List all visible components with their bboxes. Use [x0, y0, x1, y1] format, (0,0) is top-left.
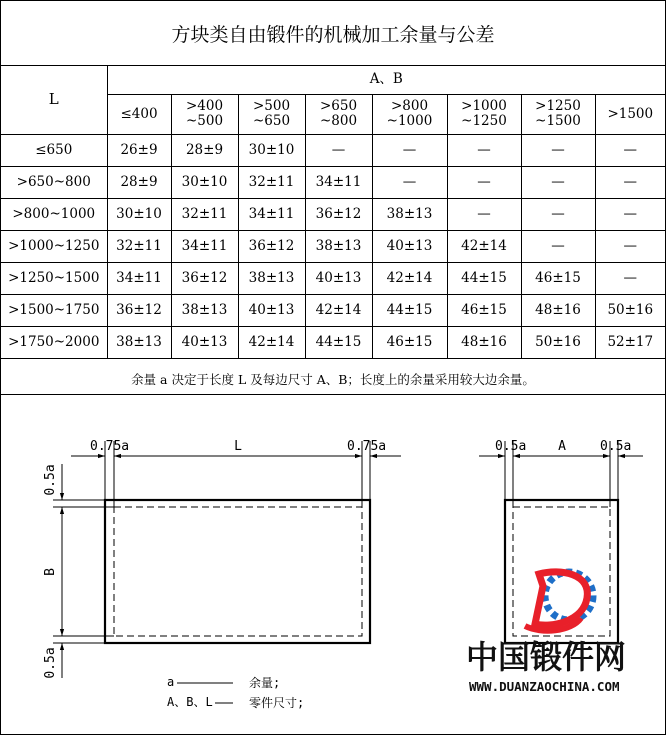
- table-cell: 36±12: [107, 294, 171, 326]
- table-cell: 30±10: [238, 134, 305, 166]
- row-label: >1000~1250: [1, 230, 107, 262]
- legend-symbol: a: [167, 675, 175, 689]
- row-label: >800~1000: [1, 198, 107, 230]
- table-cell: 44±15: [305, 326, 372, 358]
- table-cell: 40±13: [171, 326, 238, 358]
- col-header-line1: >1000: [461, 98, 507, 114]
- watermark-text: 中国锻件网: [466, 638, 627, 676]
- table-cell: 32±11: [238, 166, 305, 198]
- col-header-line1: >800: [390, 98, 429, 114]
- table-cell: —: [447, 198, 521, 230]
- table-cell: 34±11: [305, 166, 372, 198]
- document-title: 方块类自由锻件的机械加工余量与公差: [1, 1, 665, 66]
- table-cell: 30±10: [171, 166, 238, 198]
- col-header-line1: >1250: [535, 98, 581, 114]
- table-cell: 46±15: [521, 262, 595, 294]
- table-cell: 30±10: [107, 198, 171, 230]
- dim-side-bottom: 0.5a: [43, 647, 58, 679]
- table-cell: 42±14: [238, 326, 305, 358]
- table-row: [1, 166, 665, 198]
- row-label: >1750~2000: [1, 326, 107, 358]
- table-cell: 40±13: [372, 230, 447, 262]
- table-cell: 34±11: [107, 262, 171, 294]
- legend-desc: 零件尺寸;: [249, 696, 305, 710]
- col-header-line2: ~1000: [386, 113, 433, 129]
- dim-side-left: 0.5a: [495, 439, 527, 454]
- table-row: [1, 294, 665, 326]
- col-header: [238, 94, 305, 134]
- col-header: [447, 94, 521, 134]
- table-cell: —: [595, 230, 665, 262]
- col-header-line1: ≤400: [120, 105, 158, 122]
- dim-end-right: 0.75a: [347, 439, 387, 454]
- table-cell: 38±13: [372, 198, 447, 230]
- table-cell: 36±12: [171, 262, 238, 294]
- table-cell: —: [521, 198, 595, 230]
- legend-symbol: A、B、L: [167, 695, 213, 709]
- table-cell: —: [595, 198, 665, 230]
- table-cell: 28±9: [171, 134, 238, 166]
- table-cell: 34±11: [171, 230, 238, 262]
- col-header-line1: >400: [185, 98, 224, 114]
- legend: [167, 675, 304, 710]
- col-header: [372, 94, 447, 134]
- row-label: ≤650: [1, 134, 107, 166]
- table-cell: 44±15: [447, 262, 521, 294]
- col-header-line2: ~500: [185, 113, 224, 129]
- table-cell: 40±13: [238, 294, 305, 326]
- table-cell: 38±13: [305, 230, 372, 262]
- table-cell: —: [372, 166, 447, 198]
- legend-desc: 余量;: [249, 676, 281, 690]
- col-header: [521, 94, 595, 134]
- part-outline: [114, 507, 362, 636]
- dim-height: B: [43, 568, 58, 576]
- col-header-line2: ~650: [252, 113, 291, 129]
- table-cell: 42±14: [372, 262, 447, 294]
- col-header-line2: ~800: [319, 113, 358, 129]
- table-cell: 38±13: [171, 294, 238, 326]
- row-label: >1250~1500: [1, 262, 107, 294]
- table-cell: 42±14: [447, 230, 521, 262]
- dim-length: L: [234, 439, 242, 454]
- col-header: [305, 94, 372, 134]
- table-row: [1, 134, 665, 166]
- watermark-logo: [525, 572, 593, 631]
- table-cell: 28±9: [107, 166, 171, 198]
- table-note: 余量 a 决定于长度 L 及每边尺寸 A、B；长度上的余量采用较大边余量。: [1, 363, 665, 395]
- table-cell: 36±12: [238, 230, 305, 262]
- col-header: [107, 94, 171, 134]
- table-cell: 38±13: [107, 326, 171, 358]
- col-header-line2: ~1500: [535, 113, 581, 129]
- table-cell: 48±16: [447, 326, 521, 358]
- table-cell: 36±12: [305, 198, 372, 230]
- table-cell: 34±11: [238, 198, 305, 230]
- dim-width: A: [558, 439, 566, 454]
- table-cell: 48±16: [521, 294, 595, 326]
- allowance-drawing: [1, 396, 665, 734]
- watermark-url: WWW.DUANZAOCHINA.COM: [469, 679, 620, 694]
- table-cell: —: [595, 166, 665, 198]
- col-header-line1: >1500: [607, 105, 654, 122]
- allowance-table: [1, 66, 665, 359]
- table-row: [1, 262, 665, 294]
- table-cell: 38±13: [238, 262, 305, 294]
- row-label: >1500~1750: [1, 294, 107, 326]
- table-cell: —: [521, 134, 595, 166]
- table-cell: —: [595, 134, 665, 166]
- table-row: [1, 198, 665, 230]
- table-cell: 32±11: [107, 230, 171, 262]
- table-cell: 26±9: [107, 134, 171, 166]
- table-row: [1, 230, 665, 262]
- table-cell: 50±16: [521, 326, 595, 358]
- dim-side-right: 0.5a: [600, 439, 632, 454]
- col-header-line1: >650: [319, 98, 358, 114]
- table-cell: 40±13: [305, 262, 372, 294]
- row-label: >650~800: [1, 166, 107, 198]
- row-header-l: L: [1, 66, 107, 134]
- table-cell: —: [372, 134, 447, 166]
- col-group-header: A、B: [107, 66, 665, 94]
- table-cell: 52±17: [595, 326, 665, 358]
- table-cell: —: [595, 262, 665, 294]
- table-row: [1, 326, 665, 358]
- forging-front-view: [43, 439, 401, 679]
- col-header: [171, 94, 238, 134]
- table-cell: 42±14: [305, 294, 372, 326]
- table-cell: 46±15: [447, 294, 521, 326]
- dim-end-left: 0.75a: [90, 439, 130, 454]
- col-header-line1: >500: [252, 98, 291, 114]
- table-cell: 44±15: [372, 294, 447, 326]
- col-header: [595, 94, 665, 134]
- table-cell: —: [447, 166, 521, 198]
- table-cell: —: [447, 134, 521, 166]
- table-cell: 46±15: [372, 326, 447, 358]
- col-header-line2: ~1250: [461, 113, 507, 129]
- table-cell: —: [521, 230, 595, 262]
- table-cell: 32±11: [171, 198, 238, 230]
- dim-side-top: 0.5a: [43, 464, 58, 496]
- table-cell: 50±16: [595, 294, 665, 326]
- forging-end-view: [479, 439, 643, 643]
- forging-outline: [105, 500, 370, 643]
- table-cell: —: [305, 134, 372, 166]
- table-cell: —: [521, 166, 595, 198]
